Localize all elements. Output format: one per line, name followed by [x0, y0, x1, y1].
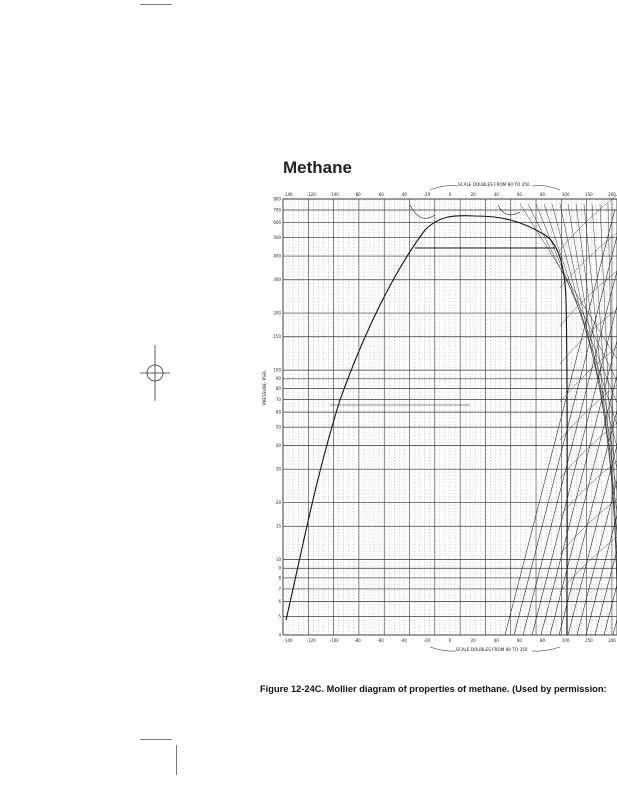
top-scale-note: SCALE DOUBLES FROM 80 TO 350	[458, 182, 530, 187]
pressure-tick-label: 400	[273, 253, 281, 259]
temperature-tick-label-bottom: -40	[400, 638, 407, 643]
temperature-tick-label-top: -140	[283, 192, 293, 197]
pressure-tick-label: 4	[278, 632, 281, 638]
temperature-tick-label-bottom: -20	[423, 638, 431, 643]
pressure-tick-label: 50	[275, 424, 281, 430]
pressure-tick-label: 800	[273, 196, 281, 202]
pressure-tick-label: 9	[278, 565, 281, 571]
pressure-tick-label: 40	[275, 442, 281, 448]
temperature-tick-label-top: 0	[448, 192, 452, 197]
temperature-tick-label-bottom: -60	[377, 638, 384, 643]
pressure-tick-label: 15	[275, 523, 281, 529]
pressure-tick-label: 200	[273, 310, 281, 316]
temperature-tick-label-top: 150	[585, 192, 593, 197]
temperature-tick-label-top: 20	[470, 192, 476, 197]
temperature-tick-label-bottom: 40	[493, 638, 499, 643]
temperature-tick-label-top: -80	[354, 192, 361, 197]
pressure-tick-label: 10	[275, 556, 281, 562]
bottom-scale-note: SCALE DOUBLES FROM 80 TO 350	[456, 647, 528, 652]
temperature-tick-label-top: -40	[400, 192, 407, 197]
temperature-tick-label-bottom: -100	[329, 638, 339, 643]
diagram-title: Methane	[283, 158, 352, 177]
temperature-tick-label-top: 40	[493, 192, 499, 197]
pressure-tick-label: 20	[275, 499, 281, 505]
temperature-tick-label-bottom: 20	[470, 638, 476, 643]
figure-caption: Figure 12-24C. Mollier diagram of properties of methane. (Used by permission:	[260, 684, 607, 694]
temperature-tick-label-top: -120	[306, 192, 316, 197]
pressure-tick-label: 6	[278, 599, 281, 605]
temperature-tick-label-top: 200	[608, 192, 616, 197]
pressure-tick-label: 8	[278, 575, 281, 581]
saturation-dome	[286, 216, 567, 635]
pressure-tick-label: 100	[273, 367, 281, 373]
y-axis-label: PRESSURE, PSIA	[262, 371, 267, 405]
curves	[286, 195, 617, 635]
temperature-tick-label-bottom: 80	[540, 638, 546, 643]
temperature-tick-label-bottom: 100	[561, 638, 570, 643]
temperature-tick-label-bottom: 60	[516, 638, 522, 643]
pressure-tick-label: 150	[273, 334, 281, 340]
temperature-tick-label-bottom: 0	[448, 638, 452, 643]
pressure-tick-label: 600	[273, 220, 281, 226]
registration-mark	[140, 345, 170, 401]
temperature-tick-label-top: 80	[540, 192, 546, 197]
entropy-line	[559, 209, 617, 635]
temperature-tick-label-top: -60	[377, 192, 384, 197]
temperature-tick-label-bottom: -80	[354, 638, 361, 643]
pressure-tick-label: 500	[273, 235, 281, 241]
temperature-tick-label-top: -100	[329, 192, 339, 197]
pressure-tick-label: 5	[278, 614, 281, 620]
volume-line	[552, 204, 617, 447]
density-curve	[410, 205, 520, 218]
pressure-tick-label: 7	[278, 586, 281, 592]
temperature-tick-label-top: -20	[423, 192, 431, 197]
pressure-tick-label: 30	[275, 466, 281, 472]
pressure-tick-label: 70	[275, 396, 281, 402]
pressure-tick-label: 90	[275, 376, 281, 382]
pressure-tick-label: 700	[273, 207, 281, 213]
temperature-tick-label-top: 100	[561, 192, 570, 197]
temperature-tick-label-bottom: 150	[585, 638, 593, 643]
volume-line	[592, 204, 617, 557]
pressure-tick-label: 60	[275, 409, 281, 415]
temperature-tick-label-bottom: 200	[608, 638, 616, 643]
pressure-tick-label: 80	[275, 385, 281, 391]
temperature-tick-label-bottom: -140	[283, 638, 293, 643]
temperature-tick-label-top: 60	[516, 192, 522, 197]
volume-line	[520, 204, 617, 359]
temperature-tick-label-bottom: -120	[306, 638, 316, 643]
pressure-tick-label: 300	[273, 277, 281, 283]
